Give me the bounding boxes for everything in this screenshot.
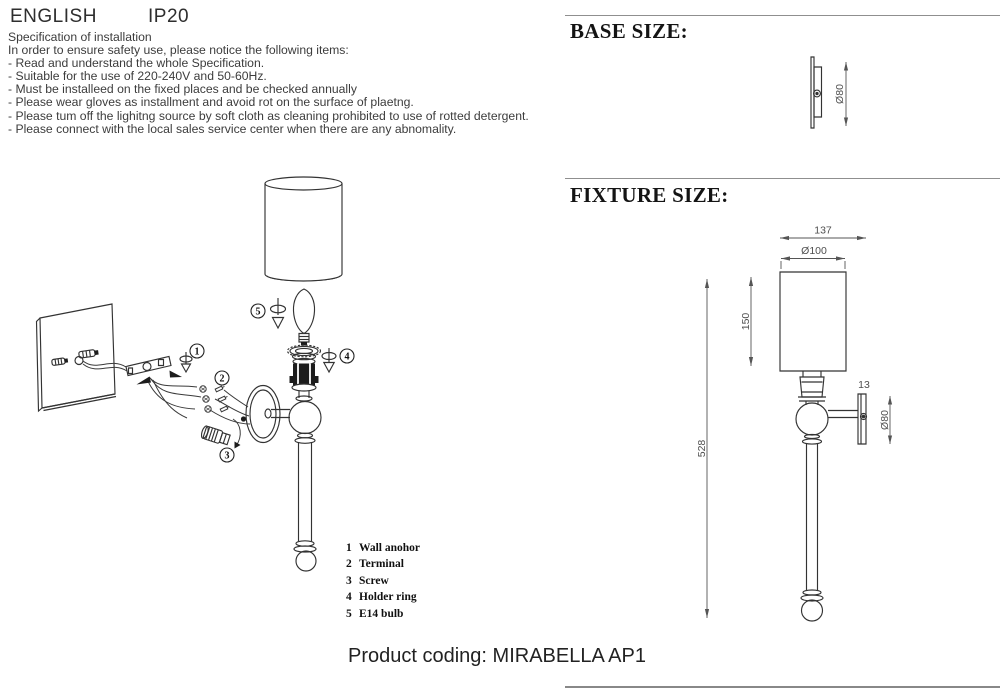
base-diameter-label: Ø80 <box>834 84 846 104</box>
parts-list-item: 3 Screw <box>346 574 389 587</box>
parts-list-item: 4 Holder ring <box>346 591 417 604</box>
round-wall-plate-drawing <box>241 386 290 443</box>
shade-diameter-dimension <box>781 245 845 269</box>
spec-item: - Suitable for the use of 220-240V and 50-60Hz. <box>8 69 267 84</box>
svg-text:3: 3 <box>224 450 230 462</box>
spec-title: Specification of installation <box>8 30 152 44</box>
language-label: ENGLISH <box>10 6 97 27</box>
installation-specification <box>8 31 548 136</box>
parts-list-item: 1 Wall anohor <box>346 542 421 554</box>
base-size-drawing <box>780 48 900 143</box>
plate-diameter-label: Ø80 <box>879 410 891 430</box>
spec-intro: In order to ensure safety use, please notice the following items: <box>8 43 349 58</box>
push-arrow-icon <box>170 371 183 378</box>
fixture-socket-drawing <box>798 371 826 405</box>
e14-bulb-drawing <box>293 289 314 346</box>
callout-5 <box>251 304 265 318</box>
callout-2 <box>215 371 229 385</box>
spec-item: - Must be installeed on the fixed places and be checked annually <box>8 82 357 97</box>
plate-thickness-label: 13 <box>858 379 870 391</box>
fixture-size-drawing <box>660 210 1000 640</box>
socket-drawing <box>290 359 319 402</box>
svg-text:4: 4 <box>344 351 350 363</box>
fixture-depth-dimension <box>780 225 866 241</box>
callout-4 <box>340 349 354 363</box>
fixture-wall-plate-drawing <box>858 394 867 444</box>
ip-rating-label: IP20 <box>148 6 190 27</box>
plate-diameter-dimension <box>879 396 892 444</box>
holder-ring-drawing <box>288 345 321 359</box>
installation-exploded-diagram <box>0 170 450 640</box>
terminal-block-drawing <box>126 357 182 385</box>
spec-item: - Read and understand the whole Specification. <box>8 56 265 71</box>
spec-item: - Please connect with the local sales service center when there are any abnomality. <box>8 121 457 136</box>
fixture-body-drawing <box>796 403 858 621</box>
shade-height-label: 150 <box>740 312 752 331</box>
fixture-height-dimension <box>696 279 709 618</box>
shade-diameter-label: Ø100 <box>801 245 827 257</box>
callout-3 <box>220 448 234 462</box>
rotate-arrow-icon <box>271 298 286 328</box>
fixture-size-heading: FIXTURE SIZE: <box>570 183 729 207</box>
lamp-shade-drawing <box>265 177 342 281</box>
shade-height-dimension <box>740 277 753 366</box>
svg-text:2: 2 <box>219 373 225 385</box>
svg-text:1: 1 <box>194 346 200 358</box>
spec-item: - Please wear gloves as installment and avoid rot on the surface of plaetng. <box>8 95 414 110</box>
base-size-heading: BASE SIZE: <box>570 19 688 43</box>
terminal-screws-drawing <box>200 385 230 412</box>
rotate-arrow-icon <box>322 348 336 372</box>
ball-joint-drawing <box>289 402 321 572</box>
spec-item: - Please tum off the lighitng source by soft cloth as cleaning prohibited to use of rotted detergent. <box>8 108 529 123</box>
base-diameter-dimension <box>834 62 848 126</box>
product-coding: Product coding: MIRABELLA AP1 <box>348 645 646 667</box>
svg-text:5: 5 <box>255 306 261 318</box>
separator-middle <box>565 178 1000 179</box>
rotate-arrow-icon <box>180 352 192 372</box>
separator-top <box>565 15 1000 16</box>
fixture-height-label: 528 <box>696 439 708 458</box>
base-plate-side-view <box>811 57 822 128</box>
separator-bottom <box>565 686 1000 688</box>
fixture-depth-label: 137 <box>814 224 832 237</box>
callout-1 <box>190 344 204 358</box>
screw-drawing <box>200 419 240 449</box>
fixture-shade-drawing <box>780 272 846 371</box>
parts-list-item: 2 Terminal <box>346 558 404 571</box>
parts-list-item: 5 E14 bulb <box>346 607 404 620</box>
